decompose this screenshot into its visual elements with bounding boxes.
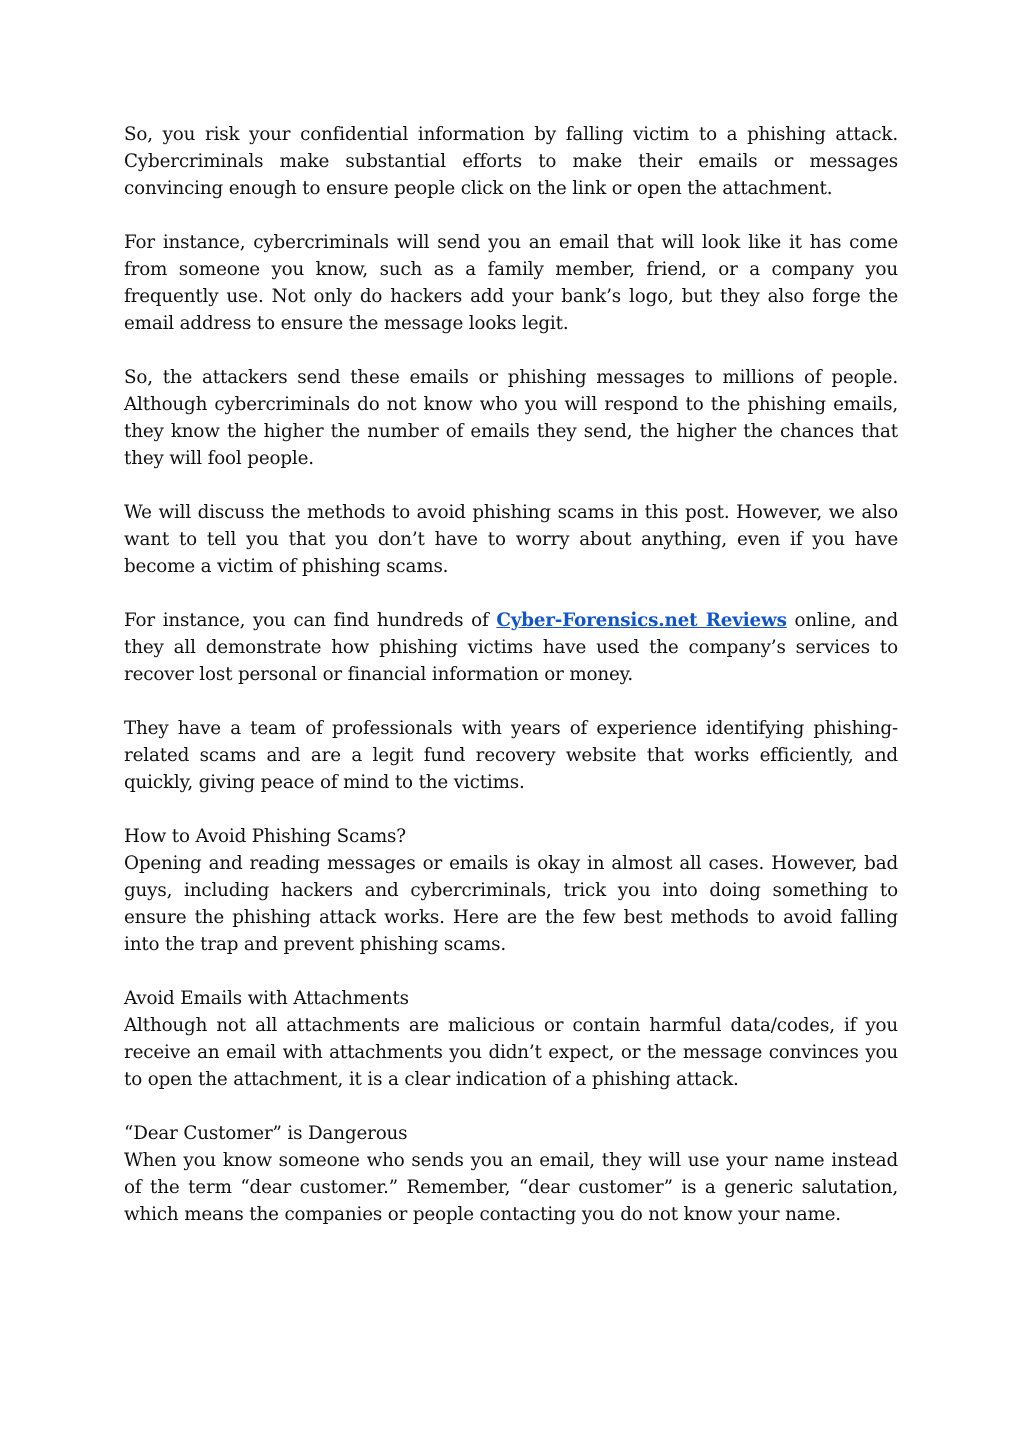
section-body: When you know someone who sends you an email, they will use your name instead of the term “dear customer.” Remember, “dear customer” is a generic salutation, which means the companies or people contacting you do not know your name. [124,1150,898,1225]
section-body: Although not all attachments are malicious or contain harmful data/codes, if you receive an email with attachments you didn’t expect, or the message convinces you to open the attachment, it is a clear indication of a phishing attack. [124,1015,898,1090]
section-body: Opening and reading messages or emails is okay in almost all cases. However, bad guys, including hackers and cybercriminals, trick you into doing something to ensure the phishing attack works. Here are the few best methods to avoid falling into the trap and prevent phishing scams. [124,853,898,955]
section-attachments [124,985,898,1093]
paragraph-mass-sending: So, the attackers send these emails or phishing messages to millions of people. Although cybercriminals do not know who you will respond to the phishing emails, they know the higher the number of emails they send, the higher the chances that they will fool people. [124,367,898,469]
cyber-forensics-reviews-link[interactable]: Cyber-Forensics.net Reviews [496,610,787,631]
section-heading: “Dear Customer” is Dangerous [124,1123,408,1144]
section-dear-customer [124,1120,898,1228]
section-heading: How to Avoid Phishing Scams? [124,826,406,847]
paragraph-intro: So, you risk your confidential information by falling victim to a phishing attack. Cybercriminals make substantial efforts to make their emails or messages convincing enough to ensure people click on the link or open the attachment. [124,124,898,199]
reviews-text-after: online, and they all demonstrate how phishing victims have used the company’s services to recover lost personal or financial information or money. [124,610,898,685]
paragraph-methods: We will discuss the methods to avoid phishing scams in this post. However, we also want to tell you that you don’t have to worry about anything, even if you have become a victim of phishing scams. [124,502,898,577]
paragraph-team: They have a team of professionals with years of experience identifying phishing-related scams and are a legit fund recovery website that works efficiently, and quickly, giving peace of mind to the victims. [124,718,898,793]
paragraph-spoofing: For instance, cybercriminals will send you an email that will look like it has come from someone you know, such as a family member, friend, or a company you frequently use. Not only do hackers add your bank’s logo, but they also forge the email address to ensure the message looks legit. [124,232,898,334]
paragraph-reviews [124,607,898,688]
document-page [124,121,898,1255]
reviews-text-before: For instance, you can find hundreds of [124,610,497,631]
section-heading: Avoid Emails with Attachments [124,988,409,1009]
section-avoid-phishing [124,823,898,958]
